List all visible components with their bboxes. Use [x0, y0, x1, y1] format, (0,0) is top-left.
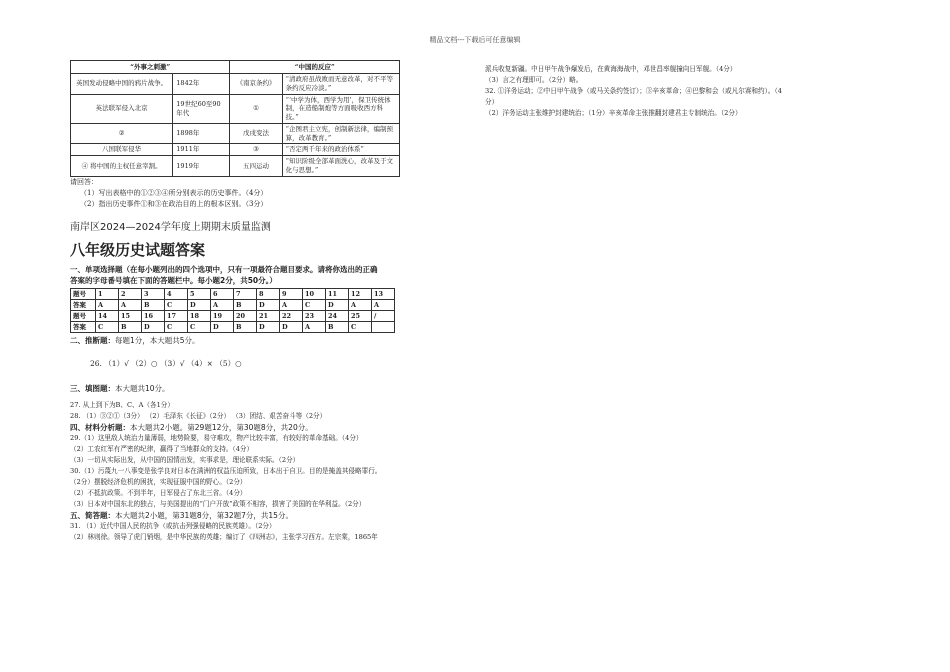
grid-cell: 2 [119, 288, 142, 299]
table-cell: “知识阶级全部革面洗心，改革及于文化与思想。” [282, 156, 399, 177]
table-cell: 1919年 [173, 156, 230, 177]
section3-head: 三、填图题： [70, 383, 115, 393]
answer-grid-ans-row [71, 299, 395, 310]
grid-cell: 20 [234, 310, 257, 321]
section4-desc: 本大题共2小题。第29题12分，第30题8分，共20分。 [130, 422, 313, 432]
grid-cell: D [142, 321, 165, 332]
grid-cell: B [119, 321, 142, 332]
section4-head: 四、材料分析题： [70, 422, 130, 432]
grid-cell: 12 [349, 288, 372, 299]
grid-cell: 11 [326, 288, 349, 299]
grid-cell: D [280, 321, 303, 332]
answer-line: 派兵收复新疆。中日甲午战争爆发后，在黄海海战中，邓世昌率舰撞向日军舰。（4分） [485, 65, 737, 73]
section1-head-2: 答案的字母番号填在下面的答题栏中。每小题2分，共50分。） [70, 275, 277, 285]
answer-line: （2）林则徐。领导了虎门销烟，是中华民族的英雄；编订了《四洲志》，主张学习西方。左宗棠，1865年 [70, 532, 378, 541]
questions-intro: 请回答： [70, 177, 98, 186]
table-row [71, 74, 400, 95]
grid-cell: D [326, 299, 349, 310]
table-cell: 英法联军侵入北京 [71, 94, 173, 123]
grid-cell: D [188, 299, 211, 310]
grid-cell: 23 [303, 310, 326, 321]
grid-cell: 21 [257, 310, 280, 321]
answer-line: （3）日本对中国东北的独占，与美国提出的“门户开放”政策不相容，损害了美国的在华利益。（2分） [70, 499, 366, 508]
table-cell: ③ [230, 144, 282, 156]
section2-answers: 26. （1）√ （2）○ （3）√ （4）× （5）○ [90, 358, 242, 368]
answer-line: 30.（1）污蔑九一八事变是张学良对日本在满洲的权益压迫所致，日本出于自卫。目的是掩盖其侵略罪行。 [70, 466, 382, 475]
grid-cell: 14 [96, 310, 119, 321]
section3-desc: 本大题共10分。 [115, 383, 170, 393]
answer-grid-ans-row [71, 321, 395, 332]
answer-line: 31. （1）近代中国人民的抗争（或抗击列强侵略的民族英雄）。（2分） [70, 521, 276, 530]
grid-cell: 6 [211, 288, 234, 299]
grid-cell: 19 [211, 310, 234, 321]
question-1: （1）写出表格中的①②③④所分别表示的历史事件。（4分） [80, 188, 268, 197]
answer-grid-num-row [71, 310, 395, 321]
answer-line: （2）工农红军有严密的纪律，赢得了当地群众的支持。（4分） [70, 444, 254, 453]
history-table [70, 60, 400, 177]
table-cell: 《南京条约》 [230, 74, 282, 95]
grid-cell: 5 [188, 288, 211, 299]
table-row [71, 156, 400, 177]
table-col-header: “外事之刺激” [71, 61, 230, 74]
section5-head: 五、简答题： [70, 510, 115, 520]
right-column [485, 64, 885, 119]
section5-heading [70, 510, 470, 521]
table-cell: “‘中学为体，西学为用’，保卫传统体制，在造船制炮等方面吸收西方科技。” [282, 94, 399, 123]
grid-cell: 7 [234, 288, 257, 299]
section3-heading [70, 383, 470, 394]
section1-head: 一、单项选择题（在每小题列出的四个选项中，只有一项最符合题目要求。请将你选出的正确 [70, 264, 378, 274]
grid-cell: A [372, 299, 395, 310]
grid-cell: 9 [280, 288, 303, 299]
table-row [71, 144, 400, 156]
grid-cell: 17 [165, 310, 188, 321]
question-2: （2）指出历史事件①和③在政治目的上的根本区别。（3分） [80, 199, 268, 208]
grid-cell: B [234, 299, 257, 310]
grid-cell: C [303, 299, 326, 310]
grid-cell: A [303, 321, 326, 332]
grid-cell: 4 [165, 288, 188, 299]
table-row [71, 94, 400, 123]
grid-cell: C [188, 321, 211, 332]
section4-heading [70, 422, 470, 433]
school-line: 南岸区2024—2024学年度上期期末质量监测 [70, 221, 271, 233]
answer-line: 32. ①洋务运动；②中日甲午战争（或马关条约签订）；③辛亥革命；④巴黎和会（或凡尔赛和约）。（4 [485, 87, 783, 95]
table-cell: 19世纪60至90年代 [173, 94, 230, 123]
grid-cell: 18 [188, 310, 211, 321]
grid-cell: 16 [142, 310, 165, 321]
table-cell: 英国发动侵略中国的鸦片战争。 [71, 74, 173, 95]
grid-cell: C [165, 299, 188, 310]
grid-cell: A [96, 299, 119, 310]
table-header-row [71, 61, 400, 74]
grid-cell: 13 [372, 288, 395, 299]
table-cell: ④ 将中国的主权任意宰割。 [71, 156, 173, 177]
grid-cell: A [349, 299, 372, 310]
section2-head: 二、推断题： [70, 335, 115, 345]
answer-grid [70, 288, 395, 333]
grid-cell: 24 [326, 310, 349, 321]
grid-cell: C [165, 321, 188, 332]
header-note: 精品文档---下载后可任意编辑 [429, 36, 521, 44]
grid-cell: 15 [119, 310, 142, 321]
table-cell: 1842年 [173, 74, 230, 95]
table-row [71, 123, 400, 144]
table-cell: ① [230, 94, 282, 123]
grid-cell: A [211, 299, 234, 310]
grid-cell: A [280, 299, 303, 310]
grid-cell: 22 [280, 310, 303, 321]
grid-cell: 1 [96, 288, 119, 299]
answer-line: （2分）摆脱经济危机的困扰，实现征服中国的野心。（2分） [70, 477, 247, 486]
grid-cell: C [349, 321, 372, 332]
grid-label: 答案 [71, 321, 96, 332]
answer-line: （2）不抵抗政策。不到半年，日军侵占了东北三省。（4分） [70, 488, 247, 497]
grid-label: 答案 [71, 299, 96, 310]
answer-grid-num-row [71, 288, 395, 299]
grid-label: 题号 [71, 288, 96, 299]
grid-cell: 10 [303, 288, 326, 299]
answer-28: 28. （1）③②①（3分） （2）毛泽东《长征》（2分） （3）团结、艰苦奋斗等（2分） [70, 411, 327, 420]
grid-cell: 3 [142, 288, 165, 299]
left-column [70, 60, 470, 543]
table-cell: ② [71, 123, 173, 144]
table-cell: 戊戌变法 [230, 123, 282, 144]
section2-desc: 每题1分，本大题共5分。 [115, 335, 200, 345]
answer-27: 27. 从上到下为B、C、A（各1分） [70, 400, 174, 409]
table-col-header: “中国的反应” [230, 61, 400, 74]
grid-cell: D [257, 321, 280, 332]
table-cell: “企图君主立宪，创制新法律，编制预算，改革教育。” [282, 123, 399, 144]
answer-line: 分） [485, 98, 499, 106]
grid-cell: A [119, 299, 142, 310]
table-cell: 八国联军侵华 [71, 144, 173, 156]
grid-cell: D [211, 321, 234, 332]
table-cell: “清政府虽战败而无意改革，对不平等条约反应冷淡。” [282, 74, 399, 95]
section2-heading [70, 335, 470, 346]
grid-cell: C [96, 321, 119, 332]
table-cell: 1898年 [173, 123, 230, 144]
table-cell: 五四运动 [230, 156, 282, 177]
grid-cell: B [326, 321, 349, 332]
grid-cell: / [372, 310, 395, 321]
grid-cell: 8 [257, 288, 280, 299]
section5-desc: 本大题共2小题，第31题8分，第32题7分，共15分。 [115, 510, 293, 520]
table-cell: 1911年 [173, 144, 230, 156]
answer-line: 29.（1）这里敌人统治力量薄弱，地势险要，易守难攻，物产比较丰富，有较好的革命基础。（4分） [70, 433, 363, 442]
grid-cell: B [234, 321, 257, 332]
answer-line: （3）一切从实际出发，从中国的国情出发，实事求是，理论联系实际。（2分） [70, 455, 300, 464]
answer-line: （2）洋务运动主张维护封建统治；（1分）辛亥革命主张推翻封建君主专制统治。（2分） [485, 109, 742, 117]
grid-cell: D [257, 299, 280, 310]
grid-label: 题号 [71, 310, 96, 321]
grid-cell: 25 [349, 310, 372, 321]
grid-cell: B [142, 299, 165, 310]
table-cell: “否定两千年来的政治体系” [282, 144, 399, 156]
grid-cell [372, 321, 395, 332]
answer-title: 八年级历史试题答案 [70, 240, 206, 259]
answer-line: （3）言之有理即可。（2分）略。 [485, 76, 583, 84]
